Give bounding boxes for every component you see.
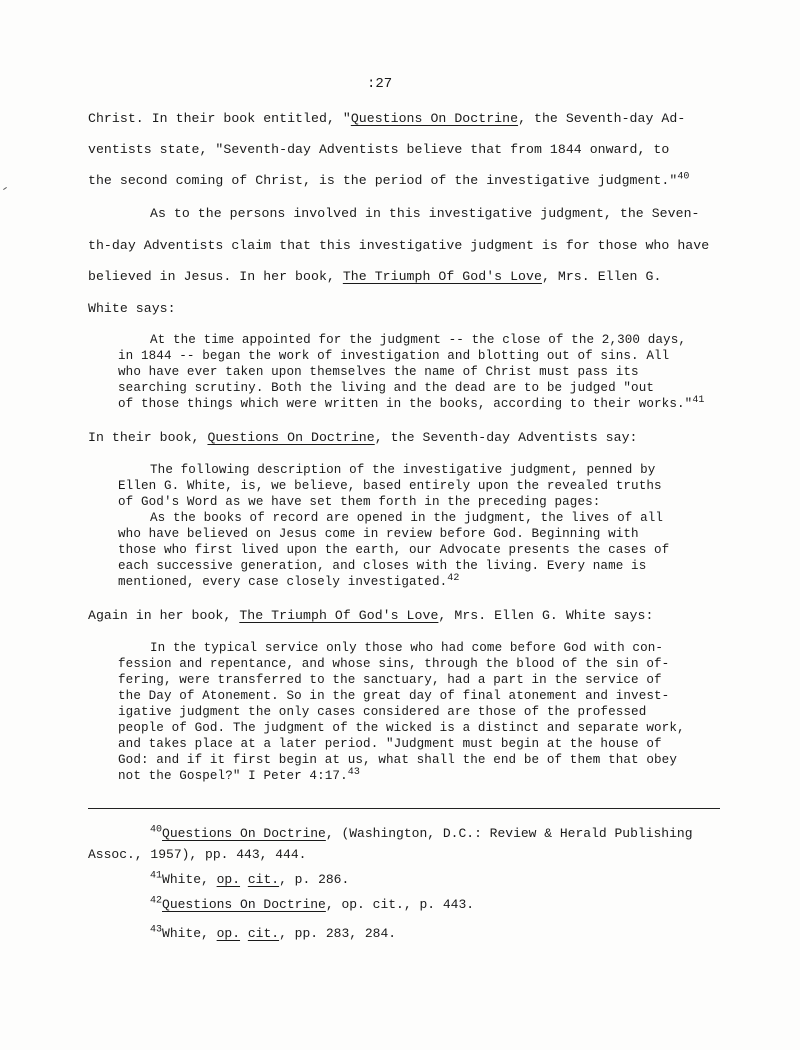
quote-line: of God's Word as we have set them forth in the preceding pages:	[118, 495, 601, 509]
footnote-divider	[88, 808, 720, 809]
quote-line: In the typical service only those who had come before God with con-	[150, 641, 664, 655]
quote-line: not the Gospel?" I Peter 4:17.43	[118, 766, 360, 783]
quote-line: Ellen G. White, is, we believe, based entirely upon the revealed truths	[118, 479, 662, 493]
quote-line: of those things which were written in the books, according to their works."$^{41}$	[118, 394, 705, 411]
book-title: Questions On Doctrine	[350, 111, 519, 126]
quote-line: who have believed on Jesus come in review before God. Beginning with	[118, 527, 639, 541]
body-line: ventists state, "Seventh-day Adventists believe that from 1844 onward, to	[88, 142, 670, 157]
book-title: Questions On Doctrine	[207, 430, 375, 445]
footnote-ref-41: 41	[692, 394, 705, 406]
quote-line: fession and repentance, and whose sins, through the blood of the sin of-	[118, 657, 670, 671]
book-title: Questions On Doctrine	[162, 897, 326, 912]
body-line: As to the persons involved in this investigative judgment, the Seven-	[150, 206, 700, 221]
quote-line: As the books of record are opened in the judgment, the lives of all	[150, 511, 664, 525]
quote-line: people of God. The judgment of the wicked is a distinct and separate work,	[118, 721, 685, 735]
body-line: believed in Jesus. In her book, The Triumph Of God's Love, Mrs. Ellen G.	[88, 269, 662, 284]
footnote-ref-42: 42	[447, 572, 460, 584]
quote-line: God: and if it first begin at us, what shall the end be of them that obey	[118, 753, 677, 767]
quote-line: each successive generation, and closes with the living. Every name is	[118, 559, 647, 573]
footnote-ref-40: 40	[677, 171, 690, 183]
footnote-ref-43: 43	[347, 766, 360, 778]
book-title: The Triumph Of God's Love	[239, 608, 439, 623]
book-title: The Triumph Of God's Love	[342, 269, 542, 284]
quote-line: igative judgment the only cases considered are those of the professed	[118, 705, 647, 719]
footnote-43: $^{43}$White, op. cit., pp. 283, 284.	[150, 924, 397, 941]
body-line: Christ. In their book entitled, "Questions On Doctrine, the Seventh-day Ad-	[88, 111, 686, 126]
footnote-42: $^{42}$Questions On Doctrine, op. cit., p. 443.	[150, 895, 475, 912]
page-number: :27	[367, 76, 393, 92]
footnote-40-cont: Assoc., 1957), pp. 443, 444.	[88, 847, 307, 862]
quote-line: the Day of Atonement. So in the great day of final atonement and invest-	[118, 689, 670, 703]
footnote-40: $^{40}$Questions On Doctrine, (Washington, D.C.: Review & Herald Publishing	[150, 824, 693, 841]
body-line: Again in her book, The Triumph Of God's Love, Mrs. Ellen G. White says:	[88, 608, 654, 623]
quote-line: those who first lived upon the earth, our Advocate presents the cases of	[118, 543, 670, 557]
quote-line: who have ever taken upon themselves the name of Christ must pass its	[118, 365, 639, 379]
footnote-41: $^{41}$White, op. cit., p. 286.	[150, 870, 350, 887]
margin-mark	[3, 187, 7, 190]
quote-line: fering, were transferred to the sanctuary, had a part in the service of	[118, 673, 662, 687]
body-line: In their book, Questions On Doctrine, the Seventh-day Adventists say:	[88, 430, 638, 445]
quote-line: mentioned, every case closely investigated.$^{42}$	[118, 572, 460, 589]
body-line: White says:	[88, 301, 176, 316]
book-title: Questions On Doctrine	[162, 826, 326, 841]
quote-line: searching scrutiny. Both the living and the dead are to be judged "out	[118, 381, 655, 395]
quote-line: The following description of the investigative judgment, penned by	[150, 463, 656, 477]
body-line: the second coming of Christ, is the period of the investigative judgment."$^{40}$	[88, 171, 690, 188]
quote-line: in 1844 -- began the work of investigation and blotting out of sins. All	[118, 349, 670, 363]
quote-line: At the time appointed for the judgment -- the close of the 2,300 days,	[150, 333, 687, 347]
body-line: th-day Adventists claim that this investigative judgment is for those who have	[88, 238, 710, 253]
quote-line: and takes place at a later period. "Judgment must begin at the house of	[118, 737, 662, 751]
